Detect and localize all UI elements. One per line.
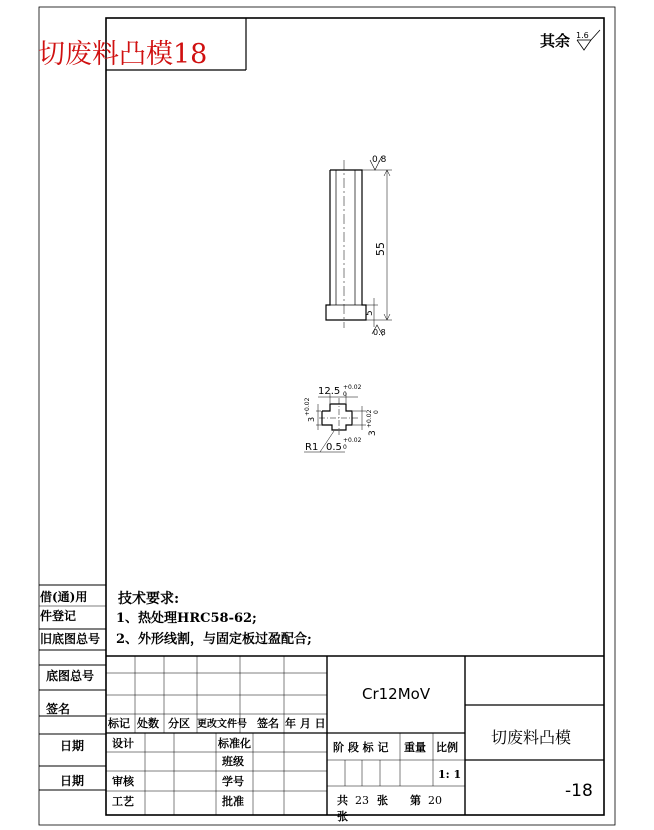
part-name: 切废料凸模: [491, 728, 572, 747]
drawing-number: -18: [565, 781, 593, 801]
rev-header-count: 处数: [137, 717, 159, 730]
label-scale: 比例: [436, 741, 458, 754]
bottom-width-dimension: 0.5: [326, 442, 342, 453]
tech-req-item-2: 2、外形线割，与固定板过盈配合;: [116, 632, 312, 647]
label-process: 工艺: [112, 795, 134, 808]
right-height-tolerance-lower: 0: [373, 410, 380, 414]
roughness-bottom-value: 0.8: [373, 328, 386, 337]
drawing-title: 切废料凸模18: [38, 39, 208, 70]
material: Cr12MoV: [362, 685, 431, 703]
side-label-borrow: 借(通)用: [40, 590, 88, 604]
rev-header-signature: 签名: [257, 717, 279, 730]
tech-req-heading: 技术要求:: [118, 591, 180, 607]
section-width-tolerance-lower: 0: [343, 391, 347, 398]
rev-header-mark: 标记: [108, 717, 130, 730]
label-student-no: 学号: [222, 775, 244, 788]
radius-dimension: R1: [305, 442, 319, 453]
side-label-base-drawing: 底图总号: [46, 669, 95, 683]
drawing-frame: [106, 18, 604, 815]
left-height-dimension: 3: [307, 416, 316, 422]
height-dimension: 55: [374, 242, 387, 256]
left-height-tolerance: +0.02: [304, 397, 311, 416]
sheets-unit: 张: [377, 794, 388, 807]
label-approve: 批准: [222, 795, 244, 808]
side-label-signature: 签名: [46, 702, 71, 716]
label-stage-mark: 阶 段 标 记: [333, 741, 389, 754]
right-height-dimension: 3: [368, 430, 378, 436]
roughness-top-value: 0.8: [372, 155, 387, 165]
rev-header-change-doc: 更改文件号: [197, 719, 247, 730]
side-label-old-drawing: 旧底图总号: [40, 632, 101, 646]
side-label-date-2: 日期: [60, 774, 85, 788]
label-standardize: 标准化: [218, 737, 251, 750]
side-label-registry: 件登记: [40, 609, 77, 623]
label-weight: 重量: [404, 741, 426, 754]
surface-finish-value: 1.6: [576, 31, 589, 40]
surface-finish-label: 其余: [540, 32, 571, 50]
sheet-no: 20: [428, 794, 442, 807]
scale-value: 1: 1: [438, 768, 462, 781]
tech-req-item-1: 1、热处理HRC58-62;: [116, 611, 257, 626]
section-width-tolerance: +0.02: [343, 384, 362, 391]
side-label-date-1: 日期: [60, 739, 85, 753]
sheets-total-label: 共: [337, 794, 348, 807]
bottom-width-tolerance-lower: 0: [343, 444, 347, 451]
sheet-no-label: 第: [410, 794, 421, 807]
label-team: 班级: [222, 755, 244, 768]
step-dimension: 5: [365, 310, 375, 316]
sheet-unit-2: 张: [337, 810, 348, 823]
label-review: 审核: [112, 775, 134, 788]
label-design: 设计: [112, 737, 134, 750]
sheets-total: 23: [355, 794, 369, 807]
right-height-tolerance: +0.02: [366, 409, 373, 428]
rev-header-date: 年 月 日: [285, 717, 326, 730]
bottom-width-tolerance: +0.02: [343, 437, 362, 444]
rev-header-zone: 分区: [168, 717, 190, 730]
section-width-dimension: 12.5: [318, 386, 341, 397]
